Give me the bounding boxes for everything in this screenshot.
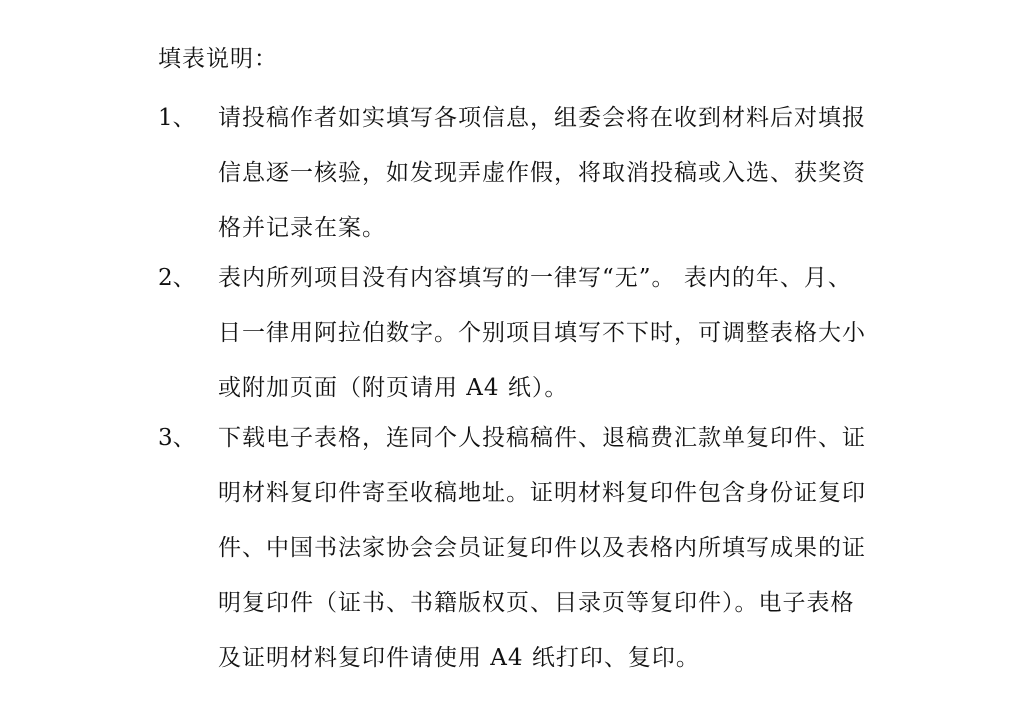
text-line: 明材料复印件寄至收稿地址。证明材料复印件包含身份证复印: [218, 480, 866, 506]
text-line: 信息逐一核验，如发现弄虚作假，将取消投稿或入选、获奖资: [218, 160, 866, 186]
text-line: 及证明材料复印件请使用 A4 纸打印、复印。: [218, 645, 700, 671]
text-line: 件、中国书法家协会会员证复印件以及表格内所填写成果的证: [218, 535, 866, 561]
item-text: [218, 251, 878, 416]
item-number: 2、: [158, 265, 196, 291]
text-line: 下载电子表格，连同个人投稿稿件、退稿费汇款单复印件、证: [218, 425, 866, 451]
item-text: [218, 411, 878, 686]
instructions-heading: 填表说明：: [158, 46, 278, 72]
item-text: [218, 91, 878, 256]
text-line: 请投稿作者如实填写各项信息，组委会将在收到材料后对填报: [218, 105, 866, 131]
text-line: 或附加页面（附页请用 A4 纸）。: [218, 375, 569, 401]
item-number: 3、: [158, 425, 196, 451]
text-line: 表内所列项目没有内容填写的一律写“无”。 表内的年、月、: [218, 265, 852, 291]
item-number: 1、: [158, 105, 196, 131]
text-line: 格并记录在案。: [218, 215, 386, 241]
text-line: 日一律用阿拉伯数字。个别项目填写不下时，可调整表格大小: [218, 320, 866, 346]
text-line: 明复印件（证书、书籍版权页、目录页等复印件）。电子表格: [218, 590, 855, 616]
